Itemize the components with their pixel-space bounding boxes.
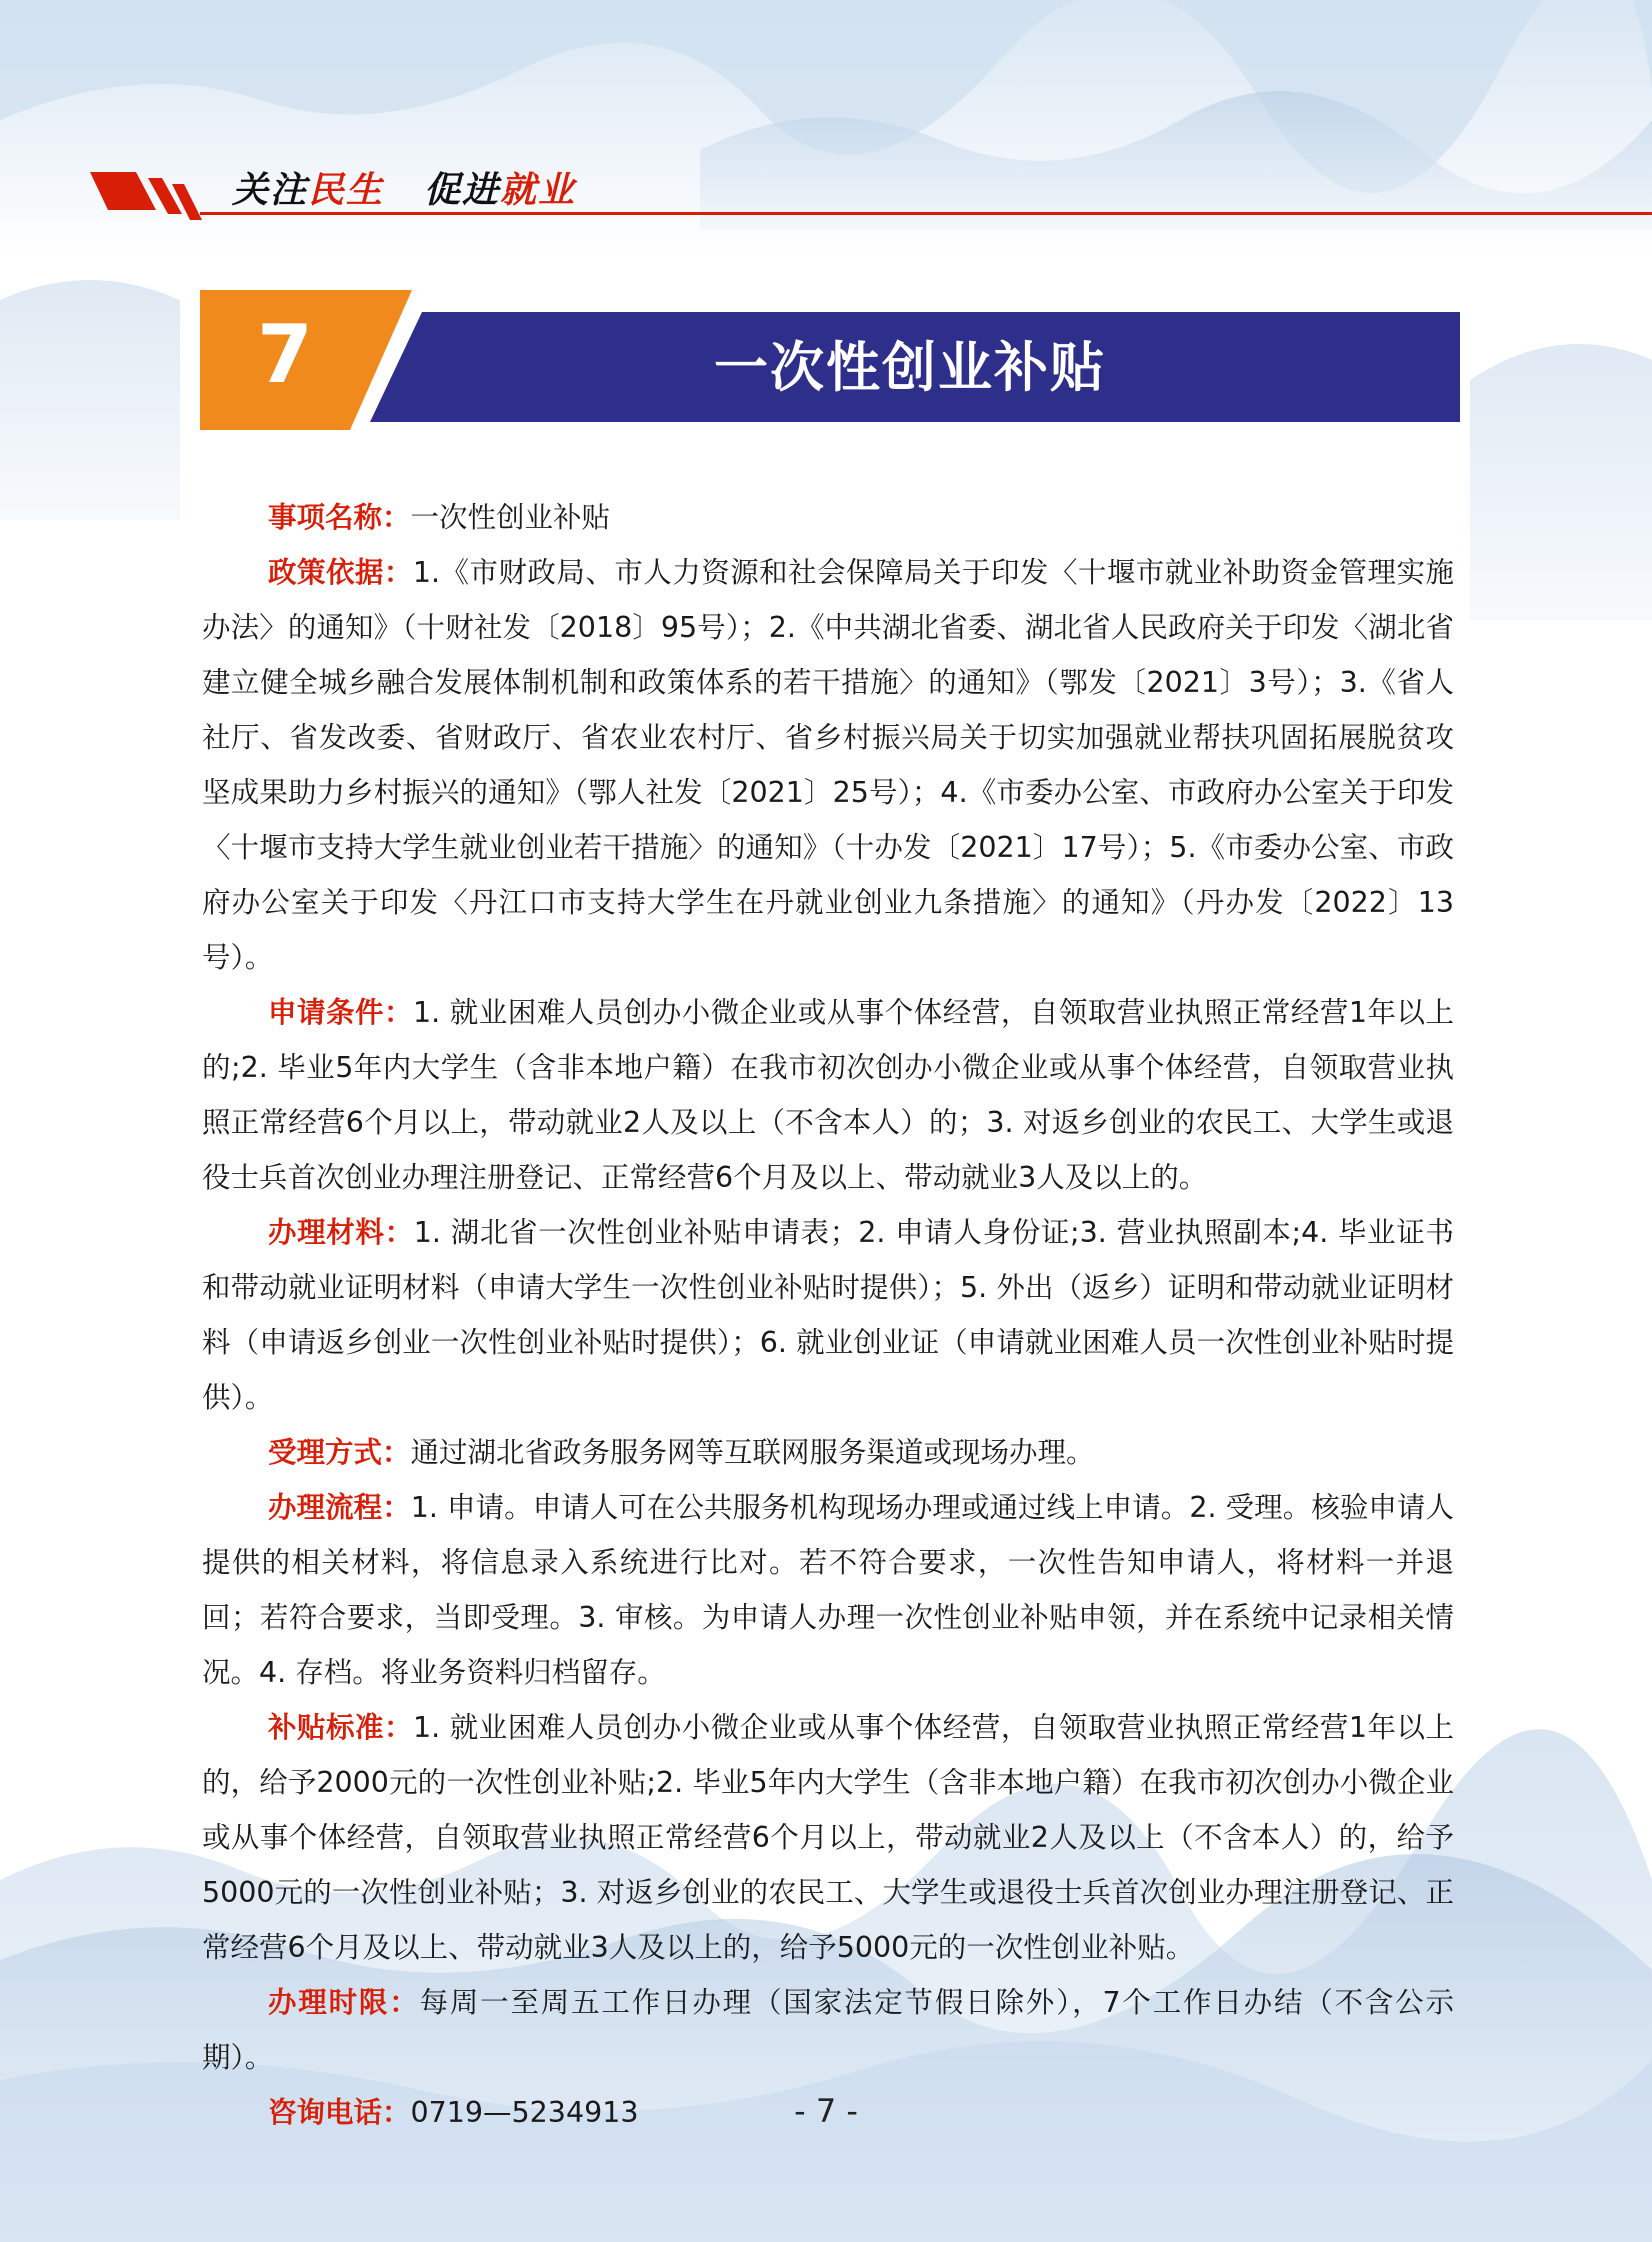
process-text: 1. 申请。申请人可在公共服务机构现场办理或通过线上申请。2. 受理。核验申请人提供的相关材料，将信息录入系统进行比对。若不符合要求，一次性告知申请人，将材料一并退回；若符合要求，当即受理。3. 审核。为申请人办理一次性创业补贴申领，并在系统中记录相关情况。4. 存档。将业务资料归档留存。 [202,1491,1454,1689]
item-name-label: 事项名称： [268,501,411,534]
method-text: 通过湖北省政务服务网等互联网服务渠道或现场办理。 [410,1436,1095,1469]
materials-paragraph [202,1205,1454,1425]
slogan-employment: 就业 [500,169,577,211]
page-number: - 7 - [794,2092,858,2130]
header-slogan [232,162,576,213]
item-name-text: 一次性创业补贴 [410,501,611,534]
time-limit-paragraph [202,1975,1454,2085]
header-divider [200,212,1652,215]
section-number: 7 [257,308,313,401]
policy-basis-paragraph [202,545,1454,985]
conditions-label: 申请条件： [268,996,414,1029]
materials-text: 1. 湖北省一次性创业补贴申请表；2. 申请人身份证;3. 营业执照副本;4. 毕业证书和带动就业证明材料（申请大学生一次性创业补贴时提供）；5. 外出（返乡）证明和带动就业证明材料（申请返乡创业一次性创业补贴时提供）；6. 就业创业证（申请就业困难人员一次性创业补贴时提供）。 [202,1216,1454,1414]
time-limit-text: 每周一至周五工作日办理（国家法定节假日除外），7个工作日办结（不含公示期）。 [202,1986,1454,2074]
standard-label: 补贴标准： [268,1711,414,1744]
policy-basis-label: 政策依据： [268,556,413,589]
phone-label: 咨询电话： [268,2096,411,2129]
standard-text: 1. 就业困难人员创办小微企业或从事个体经营，自领取营业执照正常经营1年以上的，给予2000元的一次性创业补贴;2. 毕业5年内大学生（含非本地户籍）在我市初次创办小微企业或从事个体经营，自领取营业执照正常经营6个月以上，带动就业2人及以上（不含本人）的，给予5000元的一次性创业补贴；3. 对返乡创业的农民工、大学生或退役士兵首次创业办理注册登记、正常经营6个月及以上、带动就业3人及以上的，给予5000元的一次性创业补贴。 [202,1711,1454,1964]
method-label: 受理方式： [268,1436,411,1469]
policy-basis-text: 1.《市财政局、市人力资源和社会保障局关于印发〈十堰市就业补助资金管理实施办法〉的通知》（十财社发〔2018〕95号）；2.《中共湖北省委、湖北省人民政府关于印发〈湖北省建立健全城乡融合发展体制机制和政策体系的若干措施〉的通知》（鄂发〔2021〕3号）；3.《省人社厅、省发改委、省财政厅、省农业农村厅、省乡村振兴局关于切实加强就业帮扶巩固拓展脱贫攻坚成果助力乡村振兴的通知》（鄂人社发〔2021〕25号）；4.《市委办公室、市政府办公室关于印发〈十堰市支持大学生就业创业若干措施〉的通知》（十办发〔2021〕17号）；5.《市委办公室、市政府办公室关于印发〈丹江口市支持大学生在丹就业创业九条措施〉的通知》（丹办发〔2022〕13号）。 [202,556,1454,974]
materials-label: 办理材料： [268,1216,414,1249]
slogan-promote: 促进 [424,169,501,211]
section-title: 一次性创业补贴 [714,336,1106,399]
slogan-concern: 关注 [232,169,309,211]
phone-text: 0719—5234913 [410,2096,639,2129]
standard-paragraph [202,1700,1454,1975]
conditions-text: 1. 就业困难人员创办小微企业或从事个体经营，自领取营业执照正常经营1年以上的;2. 毕业5年内大学生（含非本地户籍）在我市初次创办小微企业或从事个体经营，自领取营业执照正常经营6个月以上，带动就业2人及以上（不含本人）的；3. 对返乡创业的农民工、大学生或退役士兵首次创业办理注册登记、正常经营6个月及以上、带动就业3人及以上的。 [202,996,1454,1194]
item-name-paragraph [202,490,1454,545]
slogan-livelihood: 民生 [308,169,385,211]
process-label: 办理流程： [268,1491,411,1524]
policy-content [202,490,1454,2140]
time-limit-label: 办理时限： [268,1986,420,2019]
method-paragraph [202,1425,1454,1480]
process-paragraph [202,1480,1454,1700]
header-logo-mark [90,170,210,222]
conditions-paragraph [202,985,1454,1205]
